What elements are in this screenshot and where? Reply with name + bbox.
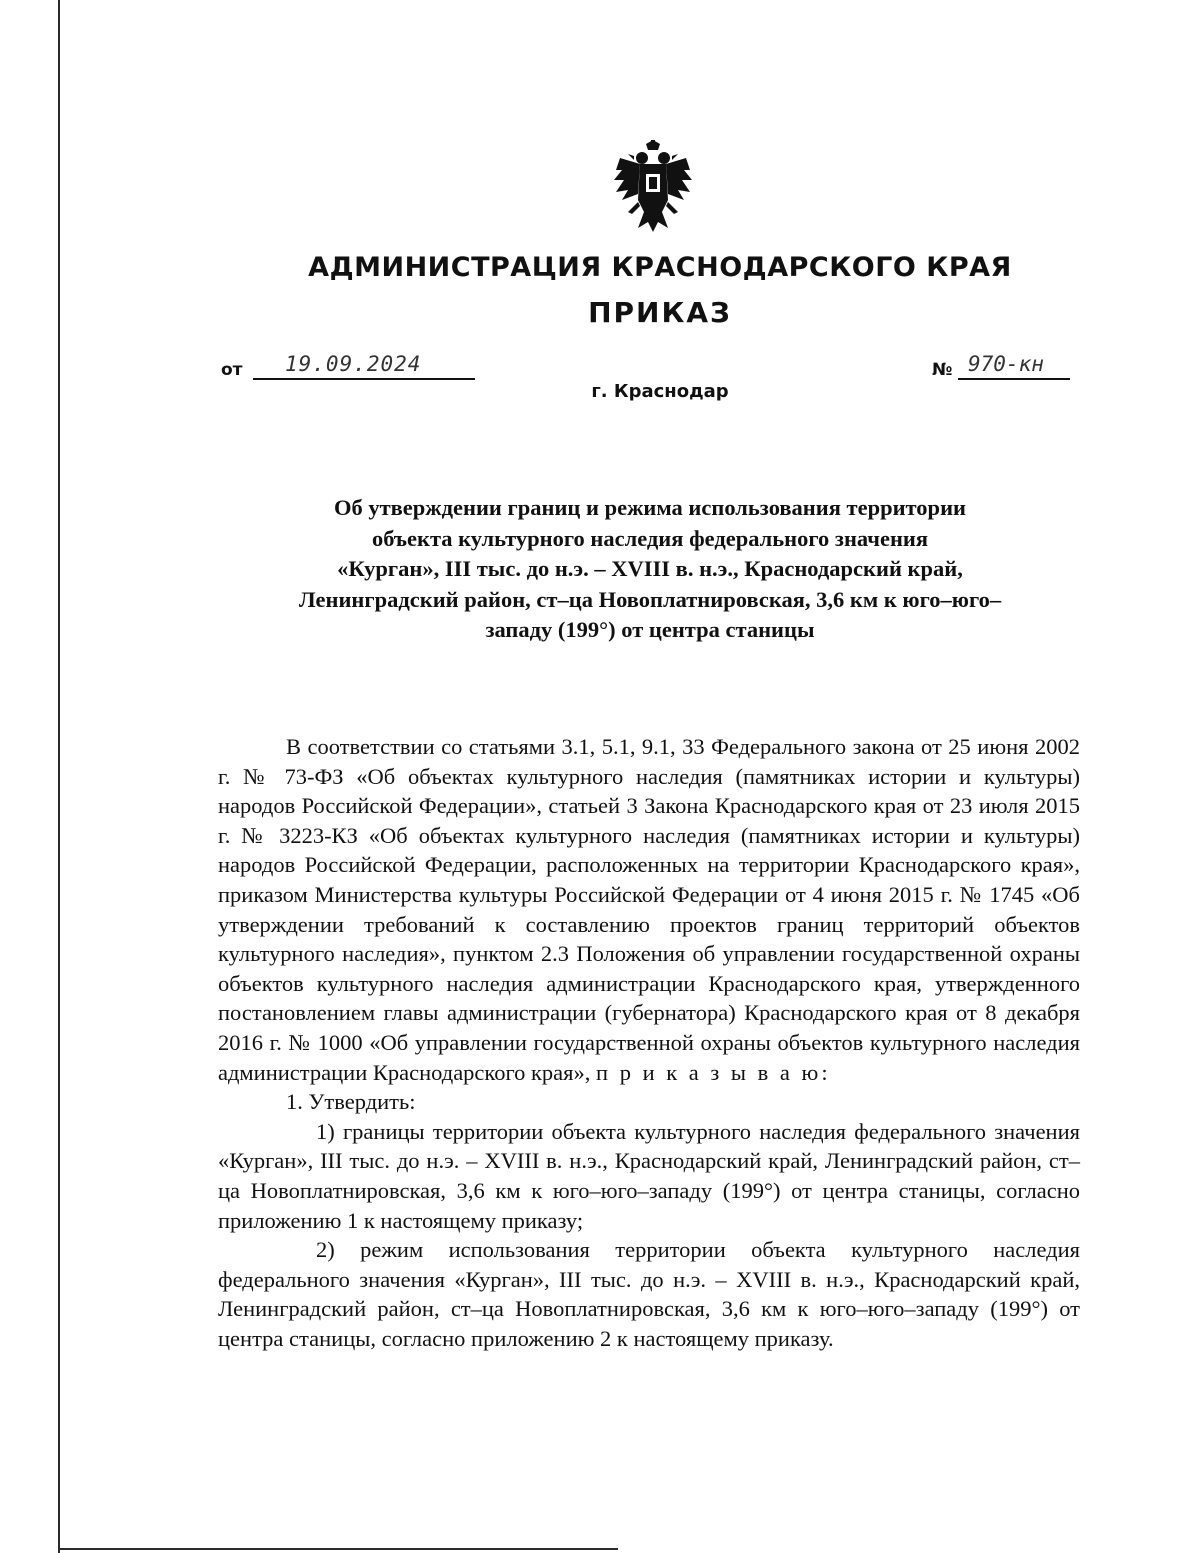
title-line: «Курган», III тыс. до н.э. – XVIII в. н.э., Краснодарский край,	[337, 556, 963, 581]
date-underline	[253, 378, 475, 380]
organization-name: АДМИНИСТРАЦИЯ КРАСНОДАРСКОГО КРАЯ	[308, 252, 1012, 283]
point-1: 1. Утвердить:	[286, 1089, 416, 1115]
subpoint-2: 2) режим использования территории объекта культурного наследия федерального значения «Курган», III тыс. до н.э. – XVIII в. н.э., Краснодарский край, Ленинградский район, ст–ца Новоплатнировская, 3,6 км к юго–юго–западу (199°) от центра станицы, согласно приложению 2 к настоящему приказу.	[218, 1237, 1080, 1351]
document-body	[218, 732, 1080, 1353]
number-label: №	[932, 360, 953, 380]
date-label: от	[221, 360, 243, 380]
document-title	[220, 493, 1080, 646]
title-line: Об утверждении границ и режима использования территории	[333, 495, 967, 520]
city-name: г. Краснодар	[591, 381, 729, 402]
number-underline	[958, 378, 1070, 380]
document-type: ПРИКАЗ	[588, 296, 732, 329]
preamble-text: В соответствии со статьями 3.1, 5.1, 9.1, 33 Федерального закона от 25 июня 2002 г. № 73-ФЗ «Об объектах культурного наследия (памятниках истории и культуры) народов Российской Федерации», статьей 3 Закона Краснодарского края от 23 июля 2015 г. № 3223-КЗ «Об объектах культурного наследия (памятниках истории и культуры) народов Российской Федерации, расположенных на территории Краснодарского края», приказом Министерства культуры Российской Федерации от 4 июня 2015 г. № 1745 «Об утверждении требований к составлению проектов границ территорий объектов культурного наследия», пунктом 2.3 Положения об управлении государственной охраны объектов культурного наследия администрации Краснодарского края, утвержденного постановлением главы администрации (губернатора) Краснодарского края от 8 декабря 2016 г. № 1000 «Об управлении государственной охраны объектов культурного наследия администрации Краснодарского края»,	[218, 734, 1080, 1085]
title-line: объекта культурного наследия федерального значения	[371, 525, 929, 551]
coat-of-arms-icon	[612, 140, 694, 232]
date-value: 19.09.2024	[285, 352, 422, 376]
title-line: западу (199°) от центра станицы	[485, 617, 815, 642]
preamble-paragraph	[218, 732, 1080, 1087]
scan-edge-bottom	[58, 1548, 618, 1550]
scan-edge-left	[58, 0, 60, 1553]
title-line: Ленинградский район, ст–ца Новоплатнировская, 3,6 км к юго–юго–	[298, 586, 1002, 612]
number-value: 970-кн	[968, 352, 1044, 376]
order-word: п р и к а з ы в а ю:	[596, 1059, 831, 1085]
subpoint-1: 1) границы территории объекта культурного наследия федерального значения «Курган», III тыс. до н.э. – XVIII в. н.э., Краснодарский край, Ленинградский район, ст–ца Новоплатнировская, 3,6 км к юго–юго–западу (199°) от центра станицы, согласно приложению 1 к настоящему приказу;	[218, 1118, 1080, 1233]
